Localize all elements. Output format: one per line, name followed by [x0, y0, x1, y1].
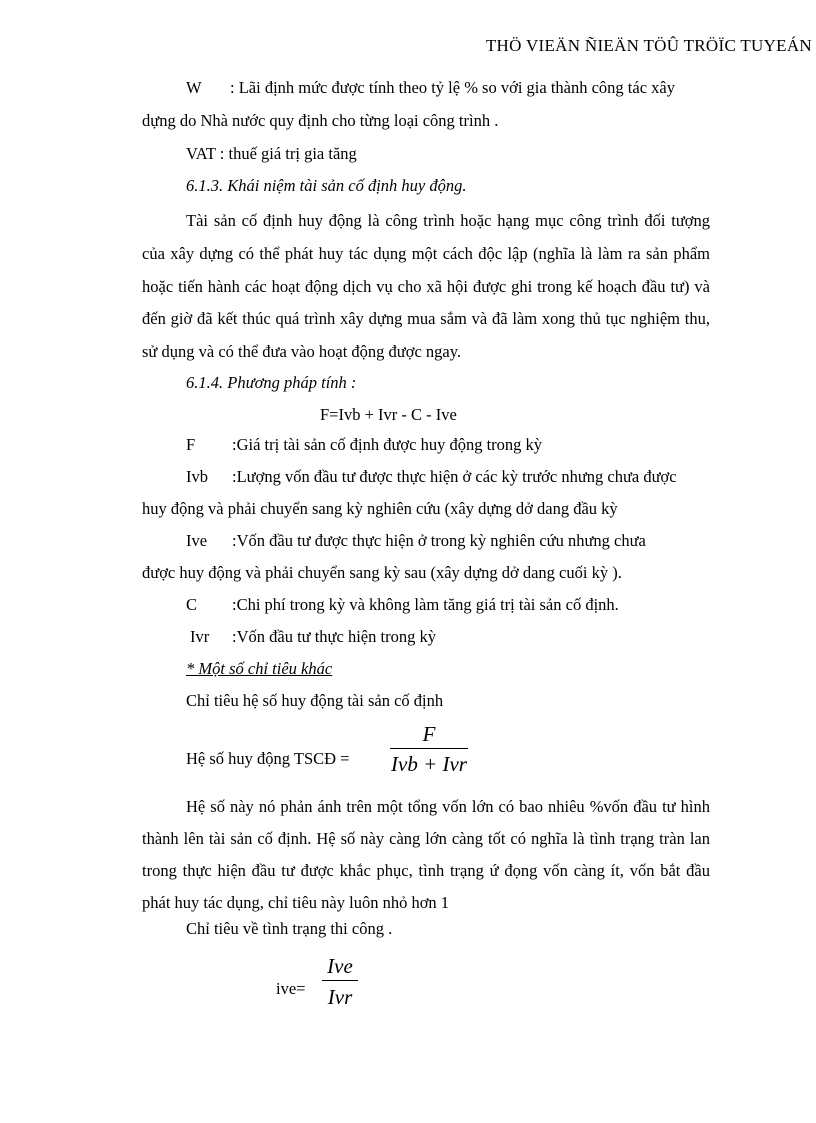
def-ivb-symbol: Ivb [186, 467, 208, 486]
def-ive-text: :Vốn đầu tư được thực hiện ở trong kỳ nghiên cứu nhưng chưa [232, 531, 646, 550]
other-indicators-heading: * Một số chỉ tiêu khác [186, 659, 333, 678]
def-ive-cont: được huy động và phải chuyển sang kỳ sau (xây dựng dở dang cuối kỳ ). [142, 563, 622, 582]
def-w-text-cont: dựng do Nhà nước quy định cho từng loại công trình . [142, 111, 499, 130]
ratio-denominator: Ivb + Ivr [391, 752, 467, 776]
def-ive-symbol: Ive [186, 531, 208, 550]
def-ivr-symbol: Ivr [190, 627, 210, 646]
def-ivb-text: :Lượng vốn đầu tư được thực hiện ở các kỳ trước nhưng chưa được [232, 467, 677, 486]
ratio-fraction-bar [390, 748, 468, 749]
indicator1-title: Chỉ tiêu hệ số huy động tài sản cố định [186, 691, 444, 710]
def-w-symbol: W [186, 78, 202, 97]
def-c-symbol: C [186, 595, 198, 614]
indicator2-title: Chỉ tiêu về tình trạng thi công . [186, 919, 393, 938]
ive-fraction-bar [322, 980, 358, 981]
formula-f: F=Ivb + Ivr - C - Ive [320, 405, 457, 424]
section-613-heading: 6.1.3. Khái niệm tài sản cố định huy động. [186, 176, 467, 195]
def-ivb-cont: huy động và phải chuyển sang kỳ nghiên cứu (xây dựng dở dang đầu kỳ [142, 499, 618, 518]
def-ivr-text: :Vốn đầu tư thực hiện trong kỳ [232, 627, 436, 646]
def-c-text: :Chi phí trong kỳ và không làm tăng giá trị tài sản cố định. [232, 595, 619, 614]
indicator1-explanation: Hệ số này nó phản ánh trên một tổng vốn lớn có bao nhiêu %vốn đầu tư hình thành lên tài sản cố định. Hệ số này càng lớn càng tốt có nghĩa là tình trạng tràn lan trong thực hiện đầu tư được khắc phục, tình trạng ứ đọng vốn càng ít, vốn bắt đầu phát huy tác dụng, chỉ tiêu này luôn nhỏ hơn 1 [142, 797, 710, 912]
def-f-symbol: F [186, 435, 196, 454]
ive-label: ive= [276, 979, 306, 998]
section-613-body: Tài sản cố định huy động là công trình hoặc hạng mục công trình đối tượng của xây dựng có thể phát huy tác dụng một cách độc lập (nghĩa là làm ra sản phẩm hoặc tiến hành các hoạt động dịch vụ cho xã hội được ghi trong kế hoạch đầu tư) và đến giờ đã kết thúc quá trình xây dựng mua sắm và đã làm xong thủ tục nghiệm thu, sử dụng và có thể đưa vào hoạt động được ngay. [142, 211, 710, 362]
def-w-text: : Lãi định mức được tính theo tỷ lệ % so với gia thành công tác xây [230, 78, 675, 97]
ratio-numerator: F [422, 722, 436, 746]
def-vat: VAT : thuế giá trị gia tăng [186, 144, 357, 163]
ratio-label: Hệ số huy động TSCĐ = [186, 749, 350, 768]
section-614-heading: 6.1.4. Phương pháp tính : [186, 373, 357, 392]
ive-denominator: Ivr [327, 985, 353, 1009]
def-f-text: :Giá trị tài sản cố định được huy động trong kỳ [232, 435, 543, 454]
ive-numerator: Ive [327, 954, 353, 978]
page-header: THÖ VIEÄN ÑIEÄN TÖÛ TRÖÏC TUYEÁN [485, 36, 812, 55]
